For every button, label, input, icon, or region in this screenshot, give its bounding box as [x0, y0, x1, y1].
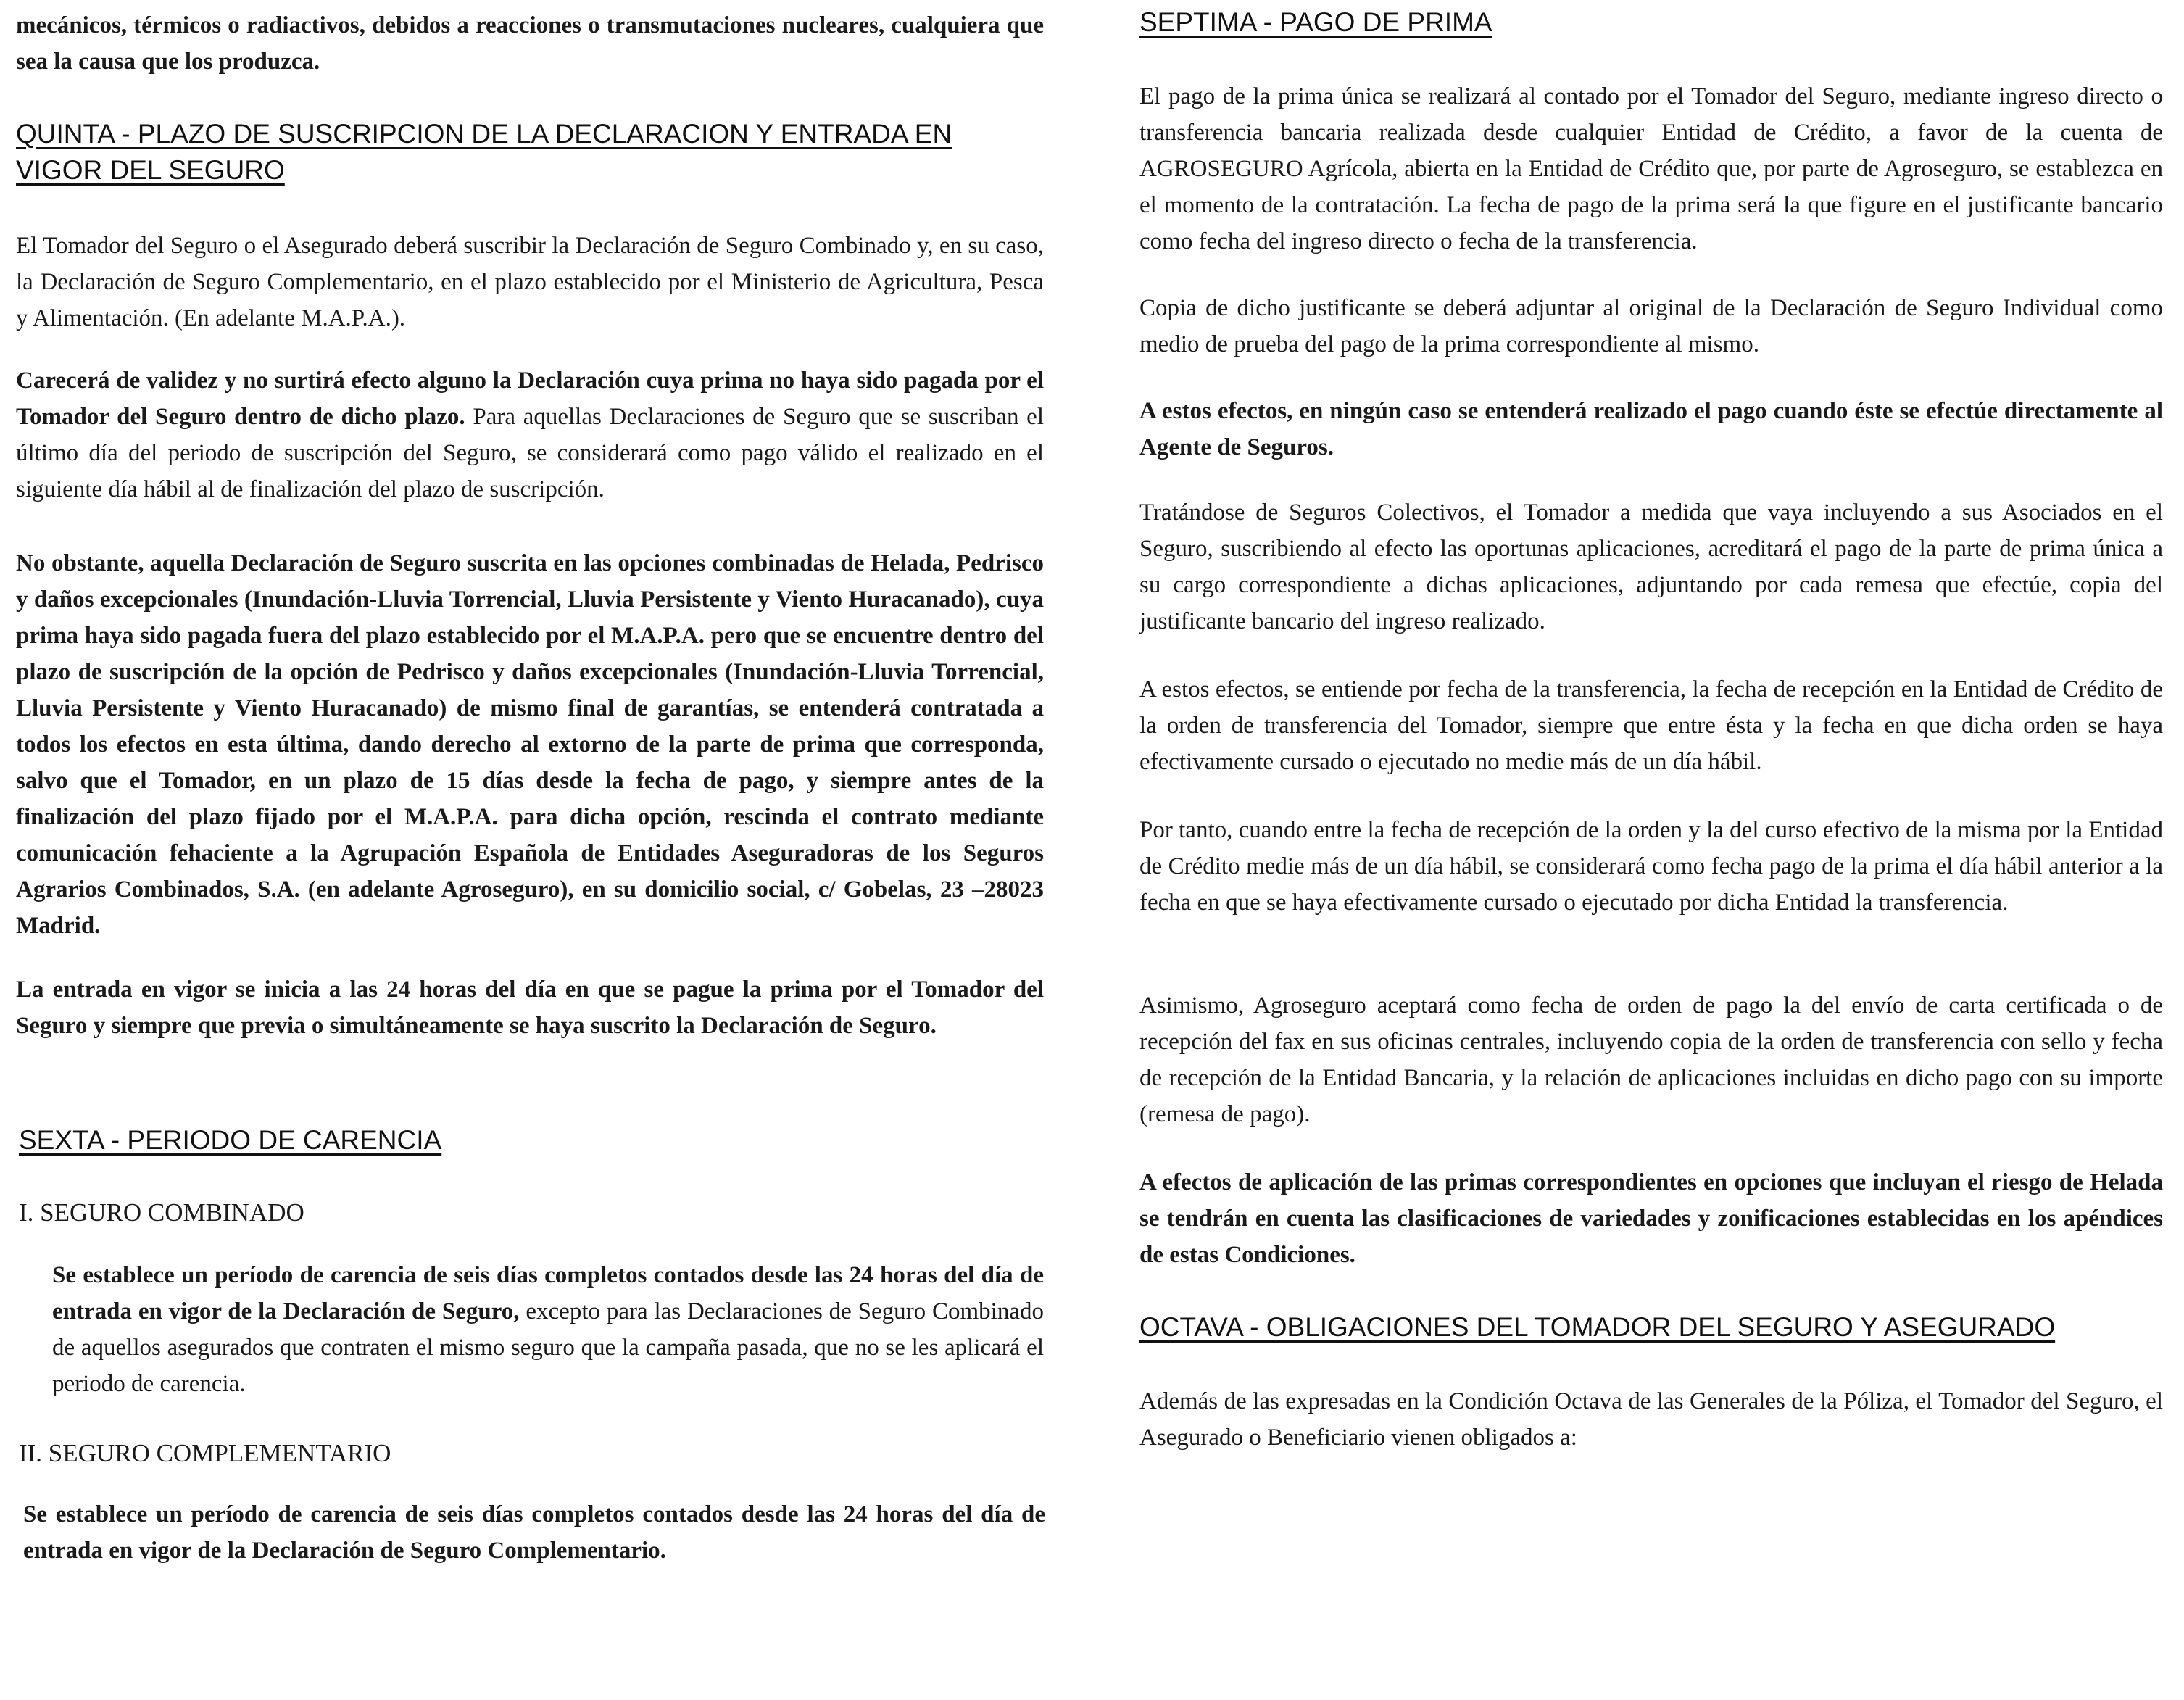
bold-text: Se establece un período de carencia de seis días completos contados desde las 24 horas del día de entrada en vigor de la Declaración de Seguro, [52, 1262, 1044, 1324]
paragraph: Se establece un período de carencia de seis días completos contados desde las 24 horas del día de entrada en vigor de la Declaración de Seguro Complementario. [23, 1501, 1045, 1564]
paragraph: No obstante, aquella Declaración de Seguro suscrita en las opciones combinadas de Helada, Pedrisco y daños excepcionales (Inundación-Lluvia Torrencial, Lluvia Persistente y Viento Huracanado), cuya prima haya sido pagada fuera del plazo establecido por el M.A.P.A. pero que se encuentre dentro del plazo de suscripción de la opción de Pedrisco y daños excepcionales (Inundación-Lluvia Torrencial, Lluvia Persistente y Viento Huracanado) de mismo final de garantías, se entenderá contratada a todos los efectos en esta última, dando derecho al extorno de la parte de prima que corresponda, salvo que el Tomador, en un plazo de 15 días desde la fecha de pago, y siempre antes de la finalización del plazo fijado por el M.A.P.A. para dicha opción, rescinda el contrato mediante comunicación fehaciente a la Agrupación Española de Entidades Aseguradoras de los Seguros Agrarios Combinados, S.A. (en adelante Agroseguro), en su domicilio social, c/ Gobelas, 23 –28023 Madrid. [16, 550, 1044, 939]
paragraph [16, 362, 1044, 507]
paragraph: El pago de la prima única se realizará al contado por el Tomador del Seguro, mediante ingreso directo o transferencia bancaria realizada desde cualquier Entidad de Crédito, a favor de la cuenta de AGROSEGURO Agrícola, abierta en la Entidad de Crédito que, por parte de Agroseguro, se establezca en el momento de la contratación. La fecha de pago de la prima será la que figure en el justificante bancario como fecha del ingreso directo o fecha de la transferencia. [1139, 83, 2163, 254]
paragraph: Copia de dicho justificante se deberá adjuntar al original de la Declaración de Seguro Individual como medio de prueba del pago de la prima correspondiente al mismo. [1139, 295, 2163, 357]
section-heading-quinta: QUINTA - PLAZO DE SUSCRIPCION DE LA DECLARACION Y ENTRADA EN VIGOR DEL SEGURO [16, 119, 952, 185]
section-heading-sexta: SEXTA - PERIODO DE CARENCIA [19, 1125, 442, 1155]
paragraph: A estos efectos, en ningún caso se entenderá realizado el pago cuando éste se efectúe directamente al Agente de Seguros. [1139, 398, 2163, 460]
paragraph: La entrada en vigor se inicia a las 24 horas del día en que se pague la prima por el Tomador del Seguro y siempre que previa o simultáneamente se haya suscrito la Declaración de Seguro. [16, 977, 1044, 1039]
paragraph: A efectos de aplicación de las primas correspondientes en opciones que incluyan el riesgo de Helada se tendrán en cuenta las clasificaciones de variedades y zonificaciones establecidas en los apéndices de estas Condiciones. [1139, 1169, 2163, 1268]
bold-text: Carecerá de validez y no surtirá efecto alguno la Declaración cuya prima no haya sido pagada por el Tomador del Seguro dentro de dicho plazo. [16, 368, 1044, 430]
paragraph: El Tomador del Seguro o el Asegurado deberá suscribir la Declaración de Seguro Combinado y, en su caso, la Declaración de Seguro Complementario, en el plazo establecido por el Ministerio de Agricultura, Pesca y Alimentación. (En adelante M.A.P.A.). [16, 233, 1044, 331]
subheading: I. SEGURO COMBINADO [19, 1198, 304, 1227]
paragraph: mecánicos, térmicos o radiactivos, debidos a reacciones o transmutaciones nucleares, cualquiera que sea la causa que los produzca. [16, 12, 1044, 75]
paragraph: Además de las expresadas en la Condición Octava de las Generales de la Póliza, el Tomador del Seguro, el Asegurado o Beneficiario vienen obligados a: [1139, 1388, 2163, 1451]
paragraph: A estos efectos, se entiende por fecha de la transferencia, la fecha de recepción en la Entidad de Crédito de la orden de transferencia del Tomador, siempre que entre ésta y la fecha en que dicha orden se haya efectivamente cursado o ejecutado no medie más de un día hábil. [1139, 676, 2163, 775]
section-heading-octava: OCTAVA - OBLIGACIONES DEL TOMADOR DEL SEGURO Y ASEGURADO [1139, 1312, 2056, 1342]
text: Para aquellas Declaraciones de Seguro que se suscriban el último día del periodo de suscripción del Seguro, se considerará como pago válido el realizado en el siguiente día hábil al de finalización del plazo de suscripción. [16, 404, 1044, 502]
subheading: II. SEGURO COMPLEMENTARIO [19, 1439, 391, 1467]
paragraph: Por tanto, cuando entre la fecha de recepción de la orden y la del curso efectivo de la misma por la Entidad de Crédito medie más de un día hábil, se considerará como fecha pago de la prima el día hábil anterior a la fecha en que se haya efectivamente cursado o ejecutado por dicha Entidad la transferencia. [1139, 817, 2163, 916]
paragraph: Asimismo, Agroseguro aceptará como fecha de orden de pago la del envío de carta certificada o de recepción del fax en sus oficinas centrales, incluyendo copia de la orden de transferencia con sello y fecha de recepción de la Entidad Bancaria, y la relación de aplicaciones incluidas en dicho pago con su importe (remesa de pago). [1139, 992, 2163, 1127]
text: excepto para las Declaraciones de Seguro Combinado de aquellos asegurados que contraten el mismo seguro que la campaña pasada, que no se les aplicará el periodo de carencia. [52, 1298, 1044, 1397]
paragraph: Tratándose de Seguros Colectivos, el Tomador a medida que vaya incluyendo a sus Asociados en el Seguro, suscribiendo al efecto las oportunas aplicaciones, acreditará el pago de la parte de prima única a su cargo correspondiente a dichas aplicaciones, adjuntando por cada remesa que efectúe, copia del justificante bancario del ingreso realizado. [1139, 499, 2163, 634]
paragraph [52, 1257, 1044, 1402]
section-heading-septima: SEPTIMA - PAGO DE PRIMA [1139, 7, 1492, 37]
